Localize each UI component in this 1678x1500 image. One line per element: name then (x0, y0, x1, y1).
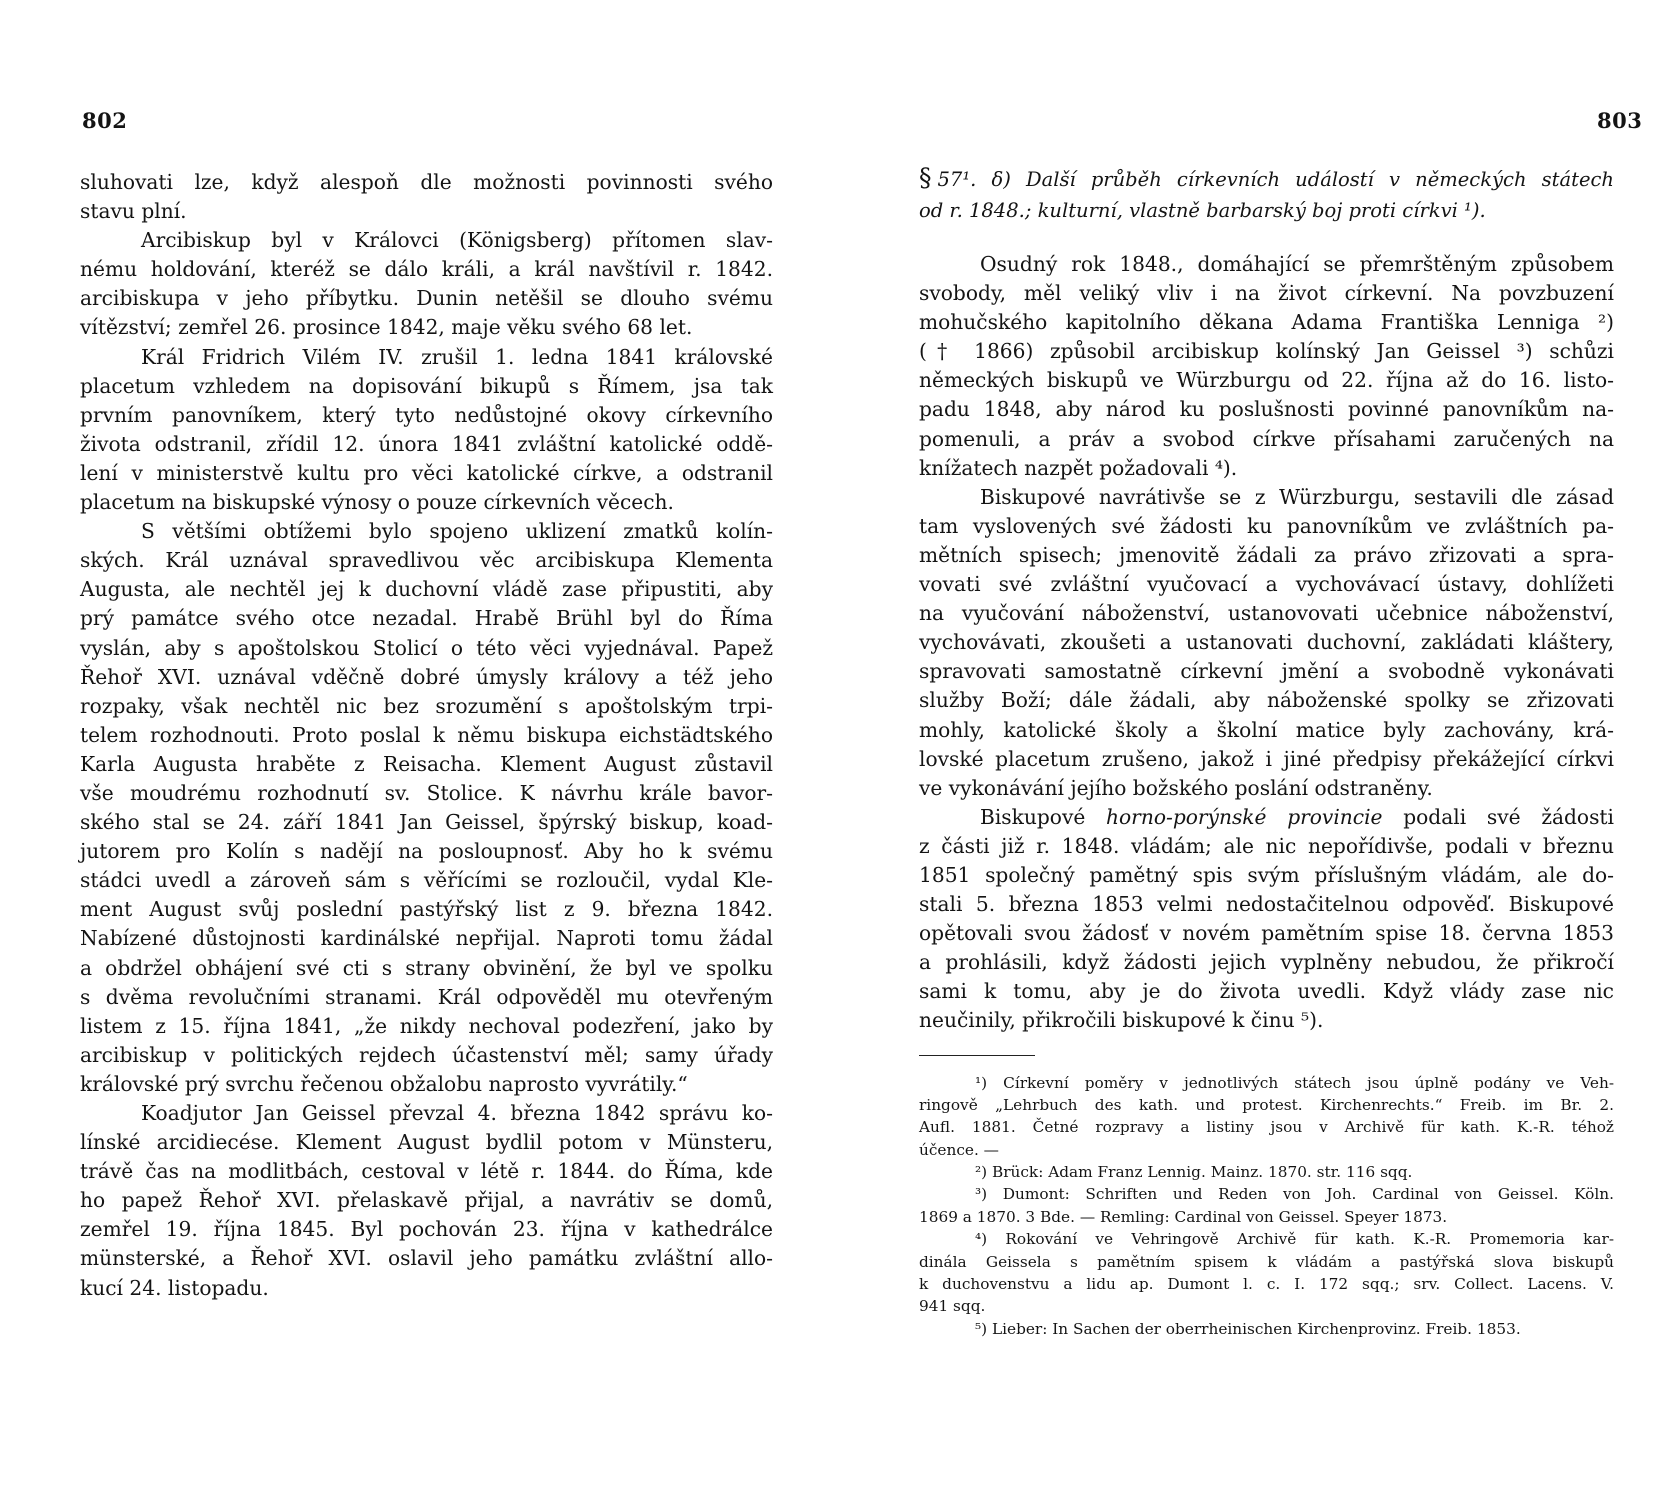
text-line: ho papež Řehoř XVI. přelaskavě přijal, a navrátiv se domů, (80, 1188, 773, 1213)
text-line: Biskupové horno-porýnské provincie podali své žádosti (980, 804, 1615, 829)
text-line: mohučského kapitolního děkana Adama Františka Lenniga ²) (919, 310, 1614, 335)
text-line: mětních spisech; jmenovitě žádali za právo zřizovati a spra- (919, 542, 1614, 567)
text-line: a obdržel obhájení své cti s strany obvinění, že byl ve spolku (80, 955, 773, 980)
text-line: arcibiskupa v jeho příbytku. Dunin netěšil se dlouho svému (80, 286, 773, 311)
text-line: na vyučování náboženství, ustanovovati učebnice náboženství, (919, 601, 1614, 626)
text-line: vše moudrému rozhodnutí sv. Stolice. K návrhu krále bavor- (80, 780, 773, 805)
text-line: neučinily, přikročili biskupové k činu ⁵). (919, 1008, 1324, 1033)
text-line: knížatech nazpět požadovali ⁴). (919, 455, 1238, 480)
footnote-line: k duchovenstvu a lidu ap. Dumont l. c. I. 172 sqq.; srv. Collect. Lacens. V. (919, 1275, 1614, 1294)
body-text (80, 168, 773, 1303)
footnote-line: 1869 a 1870. 3 Bde. — Remling: Cardinal von Geissel. Speyer 1873. (919, 1207, 1448, 1226)
text-line: Král Fridrich Vilém IV. zrušil 1. ledna 1841 královské (141, 344, 773, 369)
text-line: telem rozhodnouti. Proto poslal k němu biskupa eichstädtského (80, 722, 773, 747)
footnote-line: ¹) Církevní poměry v jednotlivých státech jsou úplně podány ve Veh- (975, 1073, 1614, 1092)
text-line: služby Boží; dále žádali, aby náboženské spolky se zřizovati (919, 688, 1614, 713)
text-line: ského stal se 24. září 1841 Jan Geissel, špýrský biskup, koad- (80, 810, 773, 835)
footnote-line: dinála Geissela s pamětním spisem k vládám a pastýřská slova biskupů (919, 1252, 1614, 1271)
text-line: královské prý svrchu řečenou obžalobu naprosto vyvrátily.“ (80, 1071, 688, 1096)
text-line: spravovati samostatně církevní jmění a svobodně vykonávati (919, 659, 1614, 684)
text-line: prvním panovníkem, který tyto nedůstojné okovy církevního (80, 402, 773, 427)
text-line: S většími obtížemi bylo spojeno uklizení zmatků kolín- (141, 519, 773, 544)
footnote-line: 941 sqq. (919, 1297, 986, 1316)
text-line: Karla Augusta hraběte z Reisacha. Klement August zůstavil (80, 751, 773, 776)
text-line: ských. Král uznával spravedlivou věc arcibiskupa Klementa (80, 548, 773, 573)
text-line: placetum na biskupské výnosy o pouze církevních věcech. (80, 490, 674, 515)
text-line: ve vykonávání jejího božského poslání odstraněny. (919, 775, 1433, 800)
heading-line (919, 161, 1614, 194)
text-line: ment August svůj poslední pastýřský list z 9. března 1842. (80, 897, 773, 922)
text-line: mohly, katolické školy a školní matice byly zachovány, krá- (919, 717, 1614, 742)
right-page (839, 0, 1678, 1500)
text-line: arcibiskup v politických rejdech účastenství měl; samy úřady (80, 1042, 773, 1067)
text-line: 1851 společný pamětný spis svým příslušným vládám, ale do- (919, 862, 1614, 887)
right-column (919, 161, 1614, 1340)
text-line: jutorem pro Kolín s nadějí na posloupnosť. Aby ho k svému (80, 839, 773, 864)
text-line: Arcibiskup byl v Královci (Königsberg) přítomen slav- (141, 228, 773, 253)
text-line: života odstranil, zřídil 12. února 1841 zvláštní katolické oddě- (80, 431, 773, 456)
heading-line (919, 194, 1614, 227)
body-text (919, 250, 1614, 1036)
footnote-separator (919, 1055, 1035, 1056)
text-line: († 1866) způsobil arcibiskup kolínský Jan Geissel ³) schůzi (919, 339, 1614, 364)
footnote-line: ³) Dumont: Schriften und Reden von Joh. Cardinal von Geissel. Köln. (975, 1185, 1614, 1204)
text-line: vítězství; zemřel 26. prosince 1842, maje věku svého 68 let. (80, 315, 693, 340)
text-line: vovati své zvláštní vyučovací a vychovávací ústavy, dohlížeti (919, 572, 1614, 597)
text-line: německých biskupů ve Würzburgu od 22. října až do 16. listo- (919, 368, 1614, 393)
text-line: Řehoř XVI. uznával vděčně dobré úmysly královy a též jeho (80, 664, 773, 689)
text-line: vyslán, aby s apoštolskou Stolicí o této věci vyjednával. Papež (80, 635, 773, 660)
text-line: kucí 24. listopadu. (80, 1275, 269, 1300)
footnote-line: účence. — (919, 1140, 999, 1159)
text-line: padu 1848, aby národ ku poslušnosti povinné panovníkům na- (919, 397, 1614, 422)
text-line: s dvěma revolučními stranami. Král odpověděl mu otevřeným (80, 984, 773, 1009)
text-line: Nabízené důstojnosti kardinálské nepřijal. Naproti tomu žádal (80, 926, 773, 951)
text-line: opětovali svou žádosť v novém pamětním spise 18. června 1853 (919, 921, 1614, 946)
text-line: Augusta, ale nechtěl jej k duchovní vládě zase připustiti, aby (80, 577, 773, 602)
text-line: stali 5. března 1853 velmi nedostačitelnou odpověď. Biskupové (919, 892, 1614, 917)
section-sign: § (919, 163, 932, 192)
text-line: nému holdování, kteréž se dálo králi, a král navštívil r. 1842. (80, 257, 773, 282)
footnote-line: ringově „Lehrbuch des kath. und protest. Kirchenrechts.“ Freib. im Br. 2. (919, 1095, 1614, 1114)
text-line: lení v ministerstvě kultu pro věci katolické církve, a odstranil (80, 460, 773, 485)
text-line: Osudný rok 1848., domáhající se přemrštěným způsobem (980, 252, 1614, 276)
footnotes (919, 1072, 1614, 1341)
heading-text: 57¹. δ) Další průběh církevních událostí v německých státech (937, 168, 1614, 191)
footnote-line: ⁵) Lieber: In Sachen der oberrheinischen Kirchenprovinz. Freib. 1853. (975, 1319, 1521, 1338)
text-line: prý památce svého otce nezadal. Hrabě Brühl byl do Říma (80, 606, 773, 631)
text-line: placetum vzhledem na dopisování bikupů s Římem, jsa tak (80, 373, 773, 398)
text-line: rozpaky, však nechtěl nic bez srozumění s apoštolským trpi- (80, 693, 773, 718)
page-number: 802 (82, 108, 128, 133)
text-line: münsterské, a Řehoř XVI. oslavil jeho památku zvláštní allo- (80, 1246, 773, 1271)
text-line: sami k tomu, aby je do života uvedli. Když vlády zase nic (919, 979, 1614, 1004)
section-heading (919, 161, 1614, 227)
text-line: pomenuli, a práv a svobod církve přísahami zaručených na (919, 426, 1614, 451)
text-line: stavu plní. (80, 199, 187, 224)
text-line: stádci uvedl a zároveň sám s věřícími se rozloučil, vydal Kle- (80, 868, 773, 893)
text-line: lovské placetum zrušeno, jakož i jiné předpisy překážející církvi (919, 746, 1614, 771)
heading-text: od r. 1848.; kulturní, vlastně barbarský boj proti církvi ¹). (919, 199, 1486, 222)
footnote-line: ⁴) Rokování ve Vehringově Archivě für kath. K.-R. Promemoria kar- (975, 1230, 1614, 1249)
text-line: trávě čas na modlitbách, cestoval v létě r. 1844. do Říma, kde (80, 1159, 773, 1184)
text-line: vychovávati, zkoušeti a ustanovati duchovní, zakládati kláštery, (919, 630, 1614, 655)
footnote-line: Aufl. 1881. Četné rozpravy a listiny jsou v Archivě für kath. K.-R. téhož (919, 1118, 1614, 1137)
page-number: 803 (1597, 108, 1643, 133)
text-line: z části již r. 1848. vládám; ale nic nepořídivše, podali v březnu (919, 833, 1614, 858)
text-line: zemřel 19. října 1845. Byl pochován 23. října v kathedrálce (80, 1217, 773, 1242)
text-line: svobody, měl veliký vliv i na život církevní. Na povzbuzení (919, 281, 1614, 306)
text-line: tam vyslovených své žádosti ku panovníkům ve zvláštních pa- (919, 513, 1614, 538)
text-line: Koadjutor Jan Geissel převzal 4. března 1842 správu ko- (141, 1101, 773, 1125)
text-line: listem z 15. října 1841, „že nikdy nechoval podezření, jako by (80, 1013, 773, 1038)
text-line: línské arcidiecése. Klement August bydlil potom v Münsteru, (80, 1130, 773, 1155)
footnote-line: ²) Brück: Adam Franz Lennig. Mainz. 1870. str. 116 sqq. (975, 1163, 1413, 1182)
text-line: a prohlásili, když žádosti jejich vyplněny nebudou, že přikročí (919, 950, 1614, 975)
text-line: Biskupové navrátivše se z Würzburgu, sestavili dle zásad (980, 484, 1614, 509)
text-line: sluhovati lze, když alespoň dle možnosti povinnosti svého (80, 170, 773, 194)
